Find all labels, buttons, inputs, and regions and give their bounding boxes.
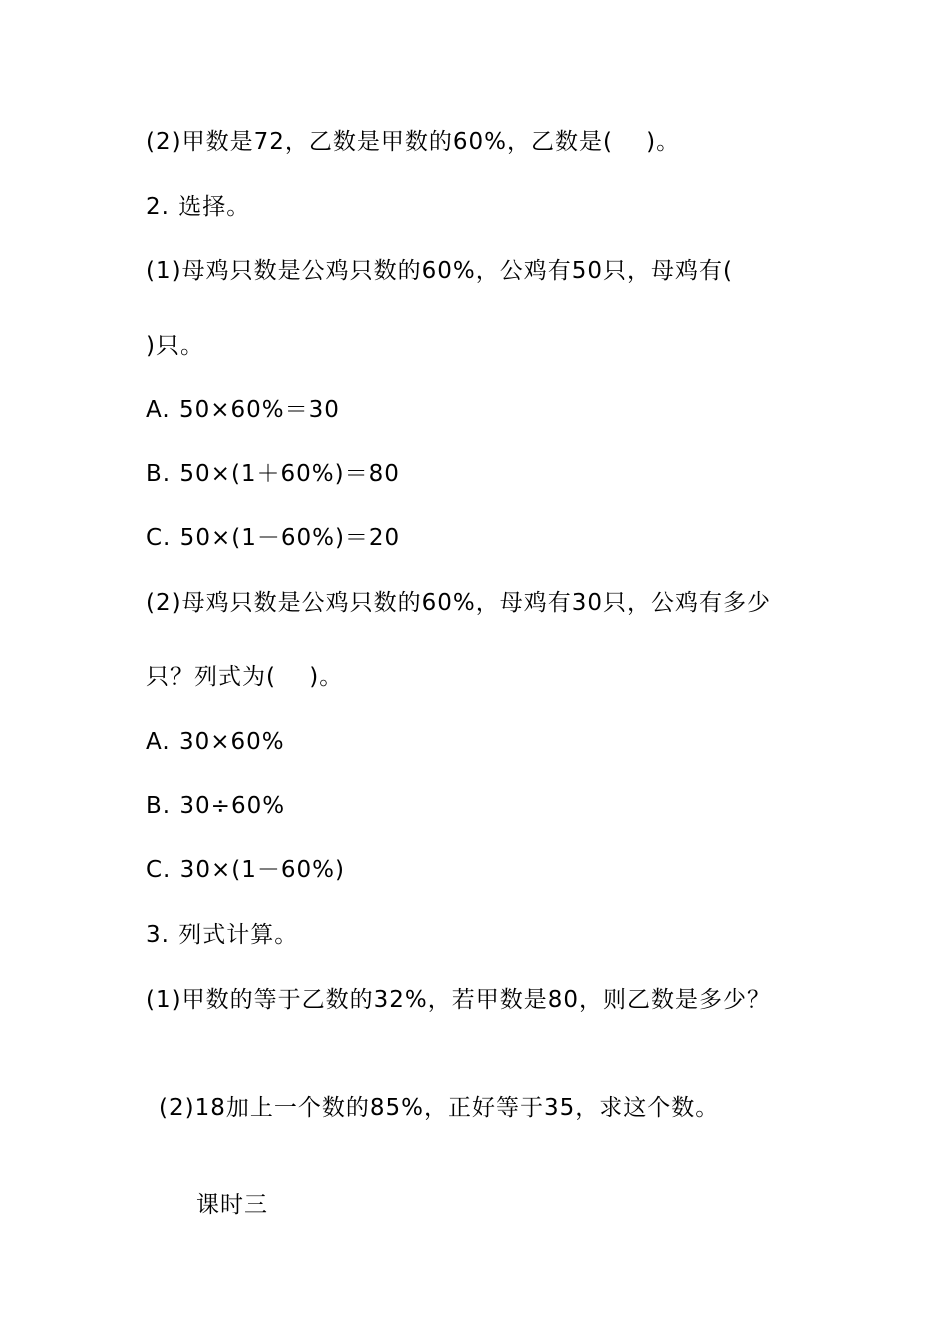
question-2-2-line-1: (2)母鸡只数是公鸡只数的60%，母鸡有30只，公鸡有多少 xyxy=(146,590,771,616)
question-2-1-option-a: A. 50×60%＝30 xyxy=(146,397,340,423)
question-2-2-option-c: C. 30×(1－60%) xyxy=(146,857,345,883)
question-3-1: (1)甲数的等于乙数的32%，若甲数是80，则乙数是多少？ xyxy=(146,987,771,1013)
section-2-title: 2. 选择。 xyxy=(146,194,251,220)
question-2-1-line-1: (1)母鸡只数是公鸡只数的60%，公鸡有50只，母鸡有( xyxy=(146,258,733,284)
question-1-2: (2)甲数是72，乙数是甲数的60%，乙数是( )。 xyxy=(146,129,681,155)
question-2-2-option-a: A. 30×60% xyxy=(146,729,285,755)
section-3-title: 3. 列式计算。 xyxy=(146,922,299,948)
question-2-2-option-b: B. 30÷60% xyxy=(146,793,286,819)
question-2-1-line-2: )只。 xyxy=(146,333,204,359)
question-2-1-option-b: B. 50×(1＋60%)＝80 xyxy=(146,461,400,487)
question-3-2: (2)18加上一个数的85%，正好等于35，求这个数。 xyxy=(159,1095,720,1121)
question-2-1-option-c: C. 50×(1－60%)＝20 xyxy=(146,525,401,551)
question-2-2-line-2: 只？列式为( )。 xyxy=(146,664,344,690)
lesson-3-heading: 课时三 xyxy=(196,1192,268,1218)
